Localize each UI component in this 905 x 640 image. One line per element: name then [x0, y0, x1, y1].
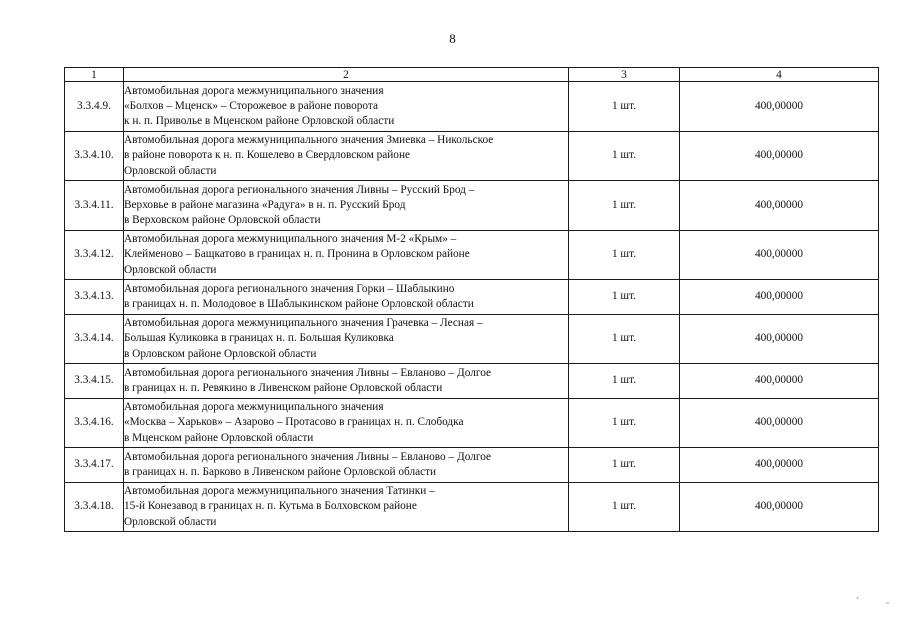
road-name-line: в границах н. п. Барково в Ливенском районе Орловской области	[124, 466, 437, 478]
amount-cell: 400,00000	[680, 399, 879, 448]
road-name-line: Орловской области	[124, 515, 217, 528]
table-row	[65, 280, 879, 315]
amount-cell: 400,00000	[680, 82, 879, 132]
header-col-3: 3	[569, 68, 680, 82]
road-name-line: Автомобильная дорога межмуниципального значения Грачевка – Лесная –	[124, 317, 483, 330]
header-col-2: 2	[124, 68, 569, 82]
road-name-cell	[124, 399, 569, 448]
road-name-line: 15-й Конезавод в границах н. п. Кутьма в Болховском районе	[124, 500, 417, 513]
row-number: 3.3.4.14.	[65, 315, 124, 364]
row-number: 3.3.4.18.	[65, 483, 124, 532]
table-body	[65, 82, 879, 532]
road-name-line: в Орловском районе Орловской области	[124, 347, 317, 360]
quantity-cell: 1 шт.	[569, 231, 680, 280]
table-row	[65, 448, 879, 483]
road-name-cell	[124, 448, 569, 483]
quantity-cell: 1 шт.	[569, 448, 680, 483]
amount-cell: 400,00000	[680, 315, 879, 364]
road-name-line: в границах н. п. Ревякино в Ливенском районе Орловской области	[124, 382, 443, 394]
quantity-cell: 1 шт.	[569, 280, 680, 315]
amount-cell: 400,00000	[680, 231, 879, 280]
table-row	[65, 399, 879, 448]
road-name-line: к н. п. Приволье в Мценском районе Орловской области	[124, 115, 395, 128]
road-name-line: Автомобильная дорога регионального значения Горки – Шаблыкино	[124, 282, 455, 295]
road-name-line: «Болхов – Мценск» – Сторожевое в районе поворота	[124, 99, 378, 112]
amount-cell: 400,00000	[680, 280, 879, 315]
table-row	[65, 82, 879, 132]
road-objects-table	[64, 67, 879, 532]
road-name-line: Орловской области	[124, 263, 217, 276]
quantity-cell: 1 шт.	[569, 181, 680, 231]
road-name-line: в Верховском районе Орловской области	[124, 214, 321, 227]
table-row	[65, 231, 879, 280]
road-name-cell	[124, 364, 569, 399]
road-name-cell	[124, 132, 569, 181]
table-row	[65, 132, 879, 181]
road-name-cell	[124, 280, 569, 315]
road-name-line: в Мценском районе Орловской области	[124, 431, 314, 444]
row-number: 3.3.4.15.	[65, 364, 124, 399]
road-name-line: Автомобильная дорога межмуниципального значения Змиевка – Никольское	[124, 134, 494, 147]
road-name-line: Автомобильная дорога межмуниципального значения М-2 «Крым» –	[124, 233, 457, 246]
road-name-line: Клейменово – Бащкатово в границах н. п. Пронина в Орловском районе	[124, 248, 470, 261]
amount-cell: 400,00000	[680, 364, 879, 399]
header-col-4: 4	[680, 68, 879, 82]
road-name-line: Автомобильная дорога регионального значения Ливны – Русский Брод –	[124, 183, 475, 196]
table-row	[65, 364, 879, 399]
road-name-cell	[124, 483, 569, 532]
quantity-cell: 1 шт.	[569, 399, 680, 448]
row-number: 3.3.4.13.	[65, 280, 124, 315]
quantity-cell: 1 шт.	[569, 82, 680, 132]
road-name-line: Большая Куликовка в границах н. п. Большая Куликовка	[124, 332, 394, 345]
amount-cell: 400,00000	[680, 448, 879, 483]
road-name-cell	[124, 315, 569, 364]
row-number: 3.3.4.17.	[65, 448, 124, 483]
header-col-1: 1	[65, 68, 124, 82]
road-name-line: Автомобильная дорога межмуниципального значения	[124, 401, 384, 414]
road-name-cell	[124, 231, 569, 280]
road-name-line: Автомобильная дорога регионального значения Ливны – Евланово – Долгое	[124, 366, 491, 379]
header-row	[65, 68, 879, 82]
road-name-line: Верховье в районе магазина «Радуга» в н. п. Русский Брод	[124, 198, 406, 211]
quantity-cell: 1 шт.	[569, 132, 680, 181]
row-number: 3.3.4.11.	[65, 181, 124, 231]
table-row	[65, 483, 879, 532]
road-name-cell	[124, 82, 569, 132]
amount-cell: 400,00000	[680, 181, 879, 231]
quantity-cell: 1 шт.	[569, 364, 680, 399]
road-name-line: Автомобильная дорога межмуниципального значения Татинки –	[124, 485, 435, 498]
road-name-line: в районе поворота к н. п. Кошелево в Свердловском районе	[124, 149, 411, 162]
scan-speck: ˝	[886, 601, 889, 611]
scan-speck: ¸	[856, 589, 859, 599]
quantity-cell: 1 шт.	[569, 315, 680, 364]
row-number: 3.3.4.12.	[65, 231, 124, 280]
quantity-cell: 1 шт.	[569, 483, 680, 532]
table-header	[65, 68, 879, 82]
row-number: 3.3.4.10.	[65, 132, 124, 181]
table-row	[65, 181, 879, 231]
road-name-line: Автомобильная дорога регионального значения Ливны – Евланово – Долгое	[124, 450, 491, 463]
amount-cell: 400,00000	[680, 483, 879, 532]
road-name-cell	[124, 181, 569, 231]
road-name-line: Орловской области	[124, 164, 217, 177]
page-number: 8	[449, 31, 456, 46]
amount-cell: 400,00000	[680, 132, 879, 181]
road-name-line: Автомобильная дорога межмуниципального значения	[124, 84, 384, 97]
road-name-line: в границах н. п. Молодовое в Шаблыкинском районе Орловской области	[124, 298, 474, 310]
row-number: 3.3.4.9.	[65, 82, 124, 132]
table-row	[65, 315, 879, 364]
road-name-line: «Москва – Харьков» – Азарово – Протасово в границах н. п. Слободка	[124, 416, 464, 429]
row-number: 3.3.4.16.	[65, 399, 124, 448]
